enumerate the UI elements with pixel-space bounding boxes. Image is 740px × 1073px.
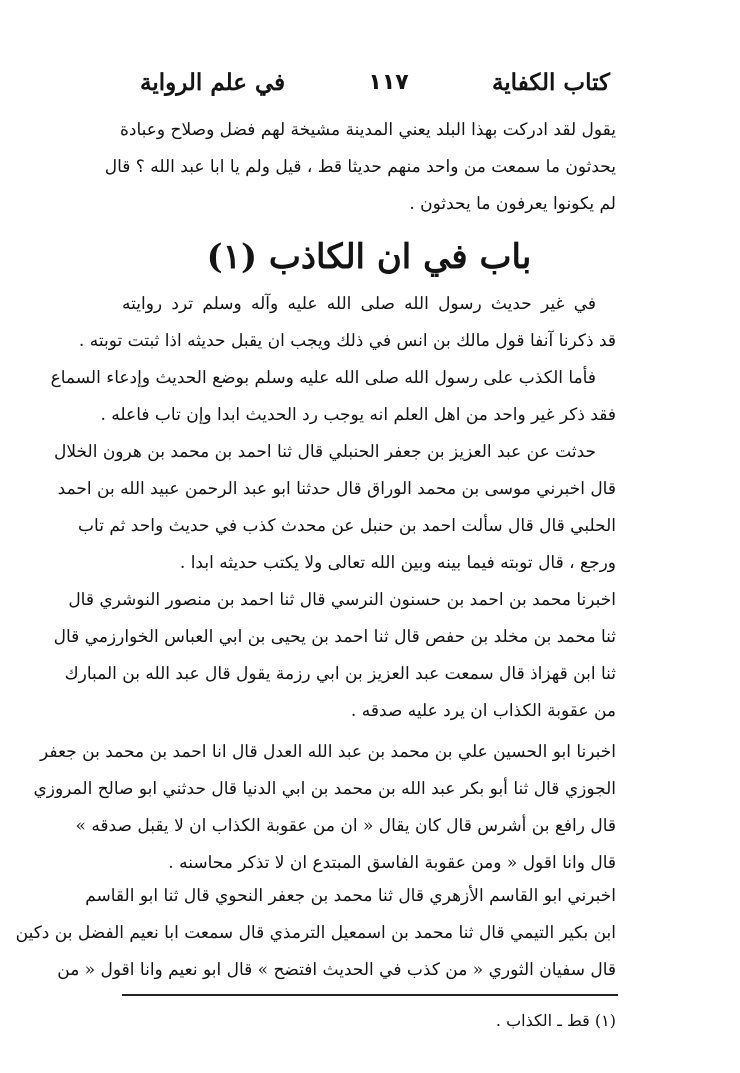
text-line: اخبرنا محمد بن احمد بن حسنون النرسي قال ثنا احمد بن منصور النوشري قال	[68, 590, 616, 610]
text-line: اخبرنا ابو الحسين علي بن محمد بن عبد الله العدل قال انا احمد بن محمد بن جعفر	[40, 742, 616, 762]
text-line: ثنا ابن قهزاذ قال سمعت عبد العزيز بن ابي رزمة يقول قال عبد الله بن المبارك	[64, 664, 616, 684]
text-line: ورجع ، قال توبته فيما بينه وبين الله تعالى ولا يكتب حديثه ابدا .	[179, 553, 616, 573]
page-number: ١١٧	[368, 69, 409, 95]
text-line: اخبرني ابو القاسم الأزهري قال ثنا محمد بن جعفر النحوي قال ثنا ابو القاسم	[85, 886, 616, 906]
text-line: قال سفيان الثوري « من كذب في الحديث افتضح » قال ابو نعيم وانا اقول « من	[57, 960, 616, 980]
paragraph-2	[54, 434, 616, 582]
text-line: يقول لقد ادركت بهذا البلد يعني المدينة مشيخة لهم فضل وصلاح وعبادة	[119, 120, 616, 140]
text-line: قال رافع بن أشرس قال كان يقال « ان من عقوبة الكذاب ان لا يقبل صدقه »	[75, 816, 616, 836]
paragraph-4	[33, 734, 616, 882]
text-line: الحلبي قال قال سألت احمد بن حنبل عن محدث كذب في حديث واحد ثم تاب	[78, 516, 616, 536]
chapter-title: باب في ان الكاذب (١)	[206, 237, 532, 277]
book-subtitle: في علم الرواية	[140, 68, 286, 96]
text-line: الجوزي قال ثنا أبو بكر عبد الله بن محمد بن ابي الدنيا قال حدثني ابو صالح المروزي	[33, 779, 616, 799]
paragraph-5	[15, 878, 616, 989]
text-line: ابن بكير التيمي قال ثنا محمد بن اسمعيل الترمذي قال سمعت ابا نعيم الفضل بن دكين	[15, 923, 616, 943]
book-title: كتاب الكفاية	[491, 68, 610, 96]
text-line: فأما الكذب على رسول الله صلى الله عليه وسلم بوضع الحديث وإدعاء السماع	[50, 368, 596, 388]
footnote-divider	[122, 994, 618, 996]
text-line: قال اخبرني موسى بن محمد الوراق قال حدثنا ابو عبد الرحمن عبيد الله بن احمد	[57, 479, 616, 499]
footnote: (١) قط ـ الكذاب .	[495, 1011, 616, 1030]
text-line: ثنا محمد بن مخلد بن حفص قال ثنا احمد بن يحيى بن ابي العباس الخوارزمي قال	[53, 627, 616, 647]
text-line: يحدثون ما سمعت من واحد منهم حديثا قط ، قيل ولم يا ابا عبد الله ؟ قال	[104, 157, 616, 177]
text-line: في غير حديث رسول الله صلى الله عليه وآله وسلم ترد روايته	[122, 294, 596, 314]
intro-paragraph	[104, 112, 616, 223]
paragraph-3	[53, 582, 616, 730]
text-line: لم يكونوا يعرفون ما يحدثون .	[409, 194, 616, 214]
paragraph-1	[50, 286, 616, 434]
text-line: حدثت عن عبد العزيز بن جعفر الحنبلي قال ثنا احمد بن محمد بن هرون الخلال	[54, 442, 596, 462]
text-line: قال وانا اقول « ومن عقوبة الفاسق المبتدع ان لا تذكر محاسنه .	[168, 853, 616, 873]
page-header	[140, 62, 610, 102]
text-line: فقد ذكر غير واحد من اهل العلم انه يوجب رد الحديث ابدا وإن تاب فاعله .	[100, 405, 616, 425]
text-line: قد ذكرنا آنفا قول مالك بن انس في ذلك ويجب ان يقبل حديثه اذا ثبتت توبته .	[78, 331, 616, 351]
text-line: من عقوبة الكذاب ان يرد عليه صدقه .	[350, 701, 616, 721]
